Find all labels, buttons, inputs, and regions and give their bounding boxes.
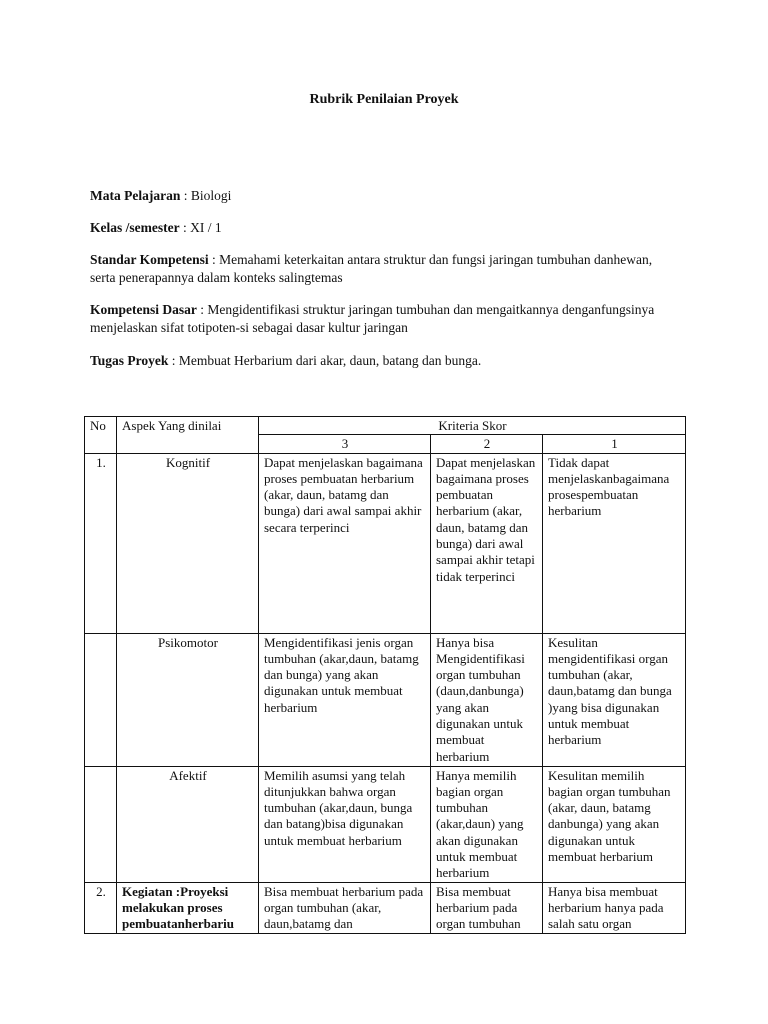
cell-score-2: Hanya bisa Mengidentifikasi organ tumbuhan (daun,danbunga) yang akan digunakan untuk membuat herbarium xyxy=(431,633,543,766)
table-row xyxy=(85,453,686,633)
cell-score-3-wrap xyxy=(259,882,431,933)
cell-score-2: Bisa membuat herbarium pada organ tumbuhan xyxy=(436,883,521,932)
header-score-1: 1 xyxy=(543,435,686,453)
table-row xyxy=(85,766,686,882)
row-number: 1. xyxy=(85,453,117,633)
cell-score-1: Hanya bisa membuat herbarium hanya pada salah satu organ xyxy=(548,883,664,932)
class-label: Kelas /semester xyxy=(90,220,180,235)
basic-competence-line xyxy=(90,301,680,337)
class-value: : XI / 1 xyxy=(179,220,222,235)
cell-score-3: Mengidentifikasi jenis organ tumbuhan (akar,daun, batamg dan bunga) yang akan digunakan untuk membuat herbarium xyxy=(259,633,431,766)
cell-score-2: Hanya memilih bagian organ tumbuhan (akar,daun) yang akan digunakan untuk membuat herbarium xyxy=(431,766,543,882)
row-number: 2. xyxy=(85,882,117,933)
standard-competence-line xyxy=(90,251,680,287)
header-score-3: 3 xyxy=(259,435,431,453)
cell-score-1: Tidak dapat menjelaskanbagaimana prosespembuatan herbarium xyxy=(543,453,686,633)
page-title: Rubrik Penilaian Proyek xyxy=(309,92,459,107)
rubric-table xyxy=(84,416,686,934)
class-line xyxy=(90,219,680,237)
subject-label: Mata Pelajaran xyxy=(90,188,181,203)
row-aspect: Afektif xyxy=(117,766,259,882)
cell-score-3: Bisa membuat herbarium pada organ tumbuhan (akar, daun,batamg dan xyxy=(264,883,424,932)
header-aspect: Aspek Yang dinilai xyxy=(117,417,259,454)
row-aspect: Psikomotor xyxy=(117,633,259,766)
header-criteria: Kriteria Skor xyxy=(259,417,686,435)
table-header-row xyxy=(85,417,686,435)
table-row xyxy=(85,633,686,766)
table-row xyxy=(85,882,686,933)
subject-value: : Biologi xyxy=(180,188,232,203)
cell-score-1-wrap xyxy=(543,882,686,933)
cell-score-2: Dapat menjelaskan bagaimana proses pembuatan herbarium (akar, daun, batamg dan bunga) dari awal sampai akhir tetapi tidak terperinci xyxy=(431,453,543,633)
row-number xyxy=(85,633,117,766)
standard-competence-value: : Memahami keterkaitan antara struktur dan fungsi jaringan tumbuhan danhewan, serta penerapannya dalam konteks salingtemas xyxy=(90,252,653,285)
row-aspect: Kegiatan :Proyeksi melakukan proses pembuatanherbariu xyxy=(122,883,234,932)
cell-score-3: Dapat menjelaskan bagaimana proses pembuatan herbarium (akar, daun, batamg dan bunga) dari awal sampai akhir secara terperinci xyxy=(259,453,431,633)
subject-line xyxy=(90,187,680,205)
row-aspect-cell xyxy=(117,882,259,933)
project-task-line xyxy=(90,352,680,370)
header-score-2: 2 xyxy=(431,435,543,453)
basic-competence-value: : Mengidentifikasi struktur jaringan tumbuhan dan mengaitkannya denganfungsinya menjelaskan sifat totipoten-si sebagai dasar kultur jaringan xyxy=(90,302,655,335)
header-no: No xyxy=(85,417,117,454)
cell-score-3: Memilih asumsi yang telah ditunjukkan bahwa organ tumbuhan (akar,daun, bunga dan batang)bisa digunakan untuk membuat herbarium xyxy=(259,766,431,882)
row-aspect: Kognitif xyxy=(117,453,259,633)
cell-score-1: Kesulitan mengidentifikasi organ tumbuhan (akar, daun,batamg dan bunga )yang bisa digunakan untuk membuat herbarium xyxy=(543,633,686,766)
cell-score-1: Kesulitan memilih bagian organ tumbuhan (akar, daun, batamg danbunga) yang akan digunakan untuk membuat herbarium xyxy=(543,766,686,882)
project-task-value: : Membuat Herbarium dari akar, daun, batang dan bunga. xyxy=(168,353,482,368)
project-task-label: Tugas Proyek xyxy=(90,353,169,368)
cell-score-2-wrap xyxy=(431,882,543,933)
standard-competence-label: Standar Kompetensi xyxy=(90,252,209,267)
row-number xyxy=(85,766,117,882)
basic-competence-label: Kompetensi Dasar xyxy=(90,302,197,317)
